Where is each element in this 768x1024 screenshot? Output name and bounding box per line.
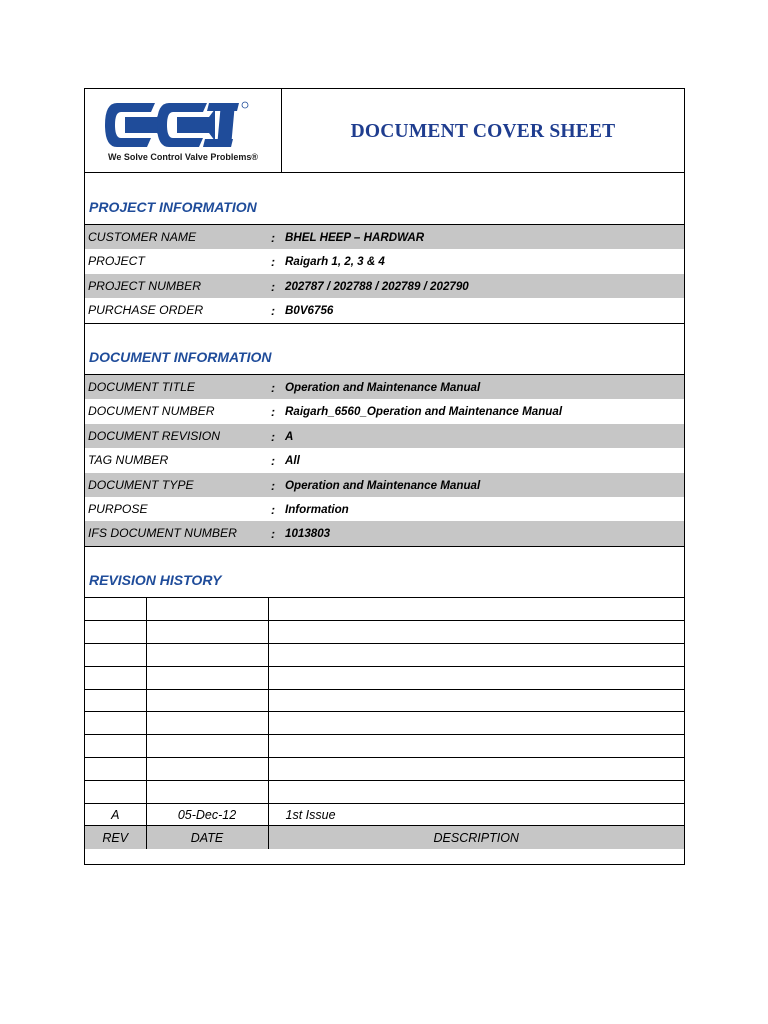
- rev-cell: [85, 644, 146, 667]
- description-cell: [268, 689, 684, 712]
- section-title-document: DOCUMENT INFORMATION: [89, 349, 272, 365]
- document-cover-sheet: [84, 88, 685, 865]
- date-cell: [146, 735, 268, 758]
- date-cell: [146, 598, 268, 621]
- info-colon: :: [271, 502, 276, 517]
- section-title-revision: REVISION HISTORY: [89, 572, 222, 588]
- info-value: 202787 / 202788 / 202789 / 202790: [285, 279, 469, 293]
- info-value: All: [285, 454, 300, 468]
- logo-cell: [85, 89, 282, 172]
- info-colon: :: [271, 429, 276, 444]
- info-colon: :: [271, 231, 276, 245]
- rev-cell: [85, 689, 146, 712]
- info-colon: :: [271, 304, 276, 319]
- table-row: [85, 758, 684, 781]
- project-information-heading-row: [85, 173, 684, 225]
- table-row: [85, 621, 684, 644]
- info-row-project: [85, 249, 684, 273]
- project-information-table: [85, 225, 684, 324]
- rev-cell: [85, 598, 146, 621]
- description-cell: 1st Issue: [268, 803, 684, 826]
- description-cell: [268, 598, 684, 621]
- info-row-customer-name: [85, 225, 684, 249]
- info-label: DOCUMENT NUMBER: [88, 404, 215, 419]
- info-colon: :: [271, 478, 276, 493]
- rev-cell: [85, 780, 146, 803]
- info-label: CUSTOMER NAME: [88, 230, 197, 244]
- description-cell: [268, 780, 684, 803]
- info-colon: :: [271, 255, 276, 270]
- revision-history-table: [85, 598, 684, 849]
- table-row: [85, 735, 684, 758]
- info-row-purchase-order: [85, 298, 684, 322]
- table-row: [85, 689, 684, 712]
- page-title: DOCUMENT COVER SHEET: [350, 120, 616, 142]
- info-colon: :: [271, 279, 276, 294]
- info-colon: :: [271, 405, 276, 420]
- date-cell: [146, 780, 268, 803]
- info-label: PROJECT NUMBER: [88, 278, 202, 293]
- info-row-tag-number: [85, 448, 684, 472]
- table-row: [85, 780, 684, 803]
- date-cell: [146, 621, 268, 644]
- revision-history-heading-row: [85, 546, 684, 598]
- date-cell: [146, 712, 268, 735]
- date-cell: 05-Dec-12: [146, 803, 268, 826]
- document-information-table: [85, 375, 684, 547]
- info-label: DOCUMENT REVISION: [88, 428, 221, 443]
- description-cell: [268, 644, 684, 667]
- table-row: [85, 803, 684, 826]
- date-cell: [146, 689, 268, 712]
- info-row-document-type: [85, 473, 684, 497]
- section-title-project: PROJECT INFORMATION: [89, 199, 257, 215]
- rev-cell: [85, 666, 146, 689]
- info-row-ifs-document-number: [85, 521, 684, 545]
- info-colon: :: [271, 454, 276, 469]
- rev-cell: [85, 712, 146, 735]
- info-label: PURPOSE: [88, 501, 148, 516]
- cci-logo: [103, 99, 263, 151]
- info-label: PURCHASE ORDER: [88, 303, 204, 318]
- date-cell: [146, 666, 268, 689]
- document-information-heading-row: [85, 323, 684, 375]
- info-colon: :: [271, 527, 276, 542]
- date-cell: [146, 644, 268, 667]
- info-value: B0V6756: [285, 304, 334, 318]
- description-cell: [268, 758, 684, 781]
- description-cell: [268, 712, 684, 735]
- rev-cell: [85, 621, 146, 644]
- column-header-date: DATE: [146, 826, 268, 849]
- description-cell: [268, 666, 684, 689]
- table-header-row: [85, 826, 684, 849]
- info-row-purpose: [85, 497, 684, 521]
- rev-cell: [85, 735, 146, 758]
- table-row: [85, 644, 684, 667]
- info-value: 1013803: [285, 527, 331, 541]
- info-row-document-number: [85, 399, 684, 423]
- info-label: DOCUMENT TYPE: [88, 477, 194, 492]
- table-row: [85, 666, 684, 689]
- info-label: TAG NUMBER: [88, 453, 169, 468]
- column-header-rev: REV: [85, 826, 146, 849]
- info-row-project-number: [85, 274, 684, 298]
- description-cell: [268, 735, 684, 758]
- info-value: Information: [285, 502, 349, 516]
- title-cell: [282, 89, 684, 172]
- info-value: Operation and Maintenance Manual: [285, 478, 481, 492]
- column-header-description: DESCRIPTION: [268, 826, 684, 849]
- table-row: [85, 598, 684, 621]
- info-colon: :: [271, 381, 276, 395]
- info-value: BHEL HEEP – HARDWAR: [285, 231, 425, 244]
- table-row: [85, 712, 684, 735]
- header: [85, 89, 684, 173]
- info-label: IFS DOCUMENT NUMBER: [88, 526, 237, 541]
- info-value: A: [285, 429, 294, 443]
- date-cell: [146, 758, 268, 781]
- rev-cell: [85, 758, 146, 781]
- info-value: Operation and Maintenance Manual: [285, 381, 481, 394]
- info-row-document-revision: [85, 424, 684, 448]
- rev-cell: A: [85, 803, 146, 826]
- logo-tagline: We Solve Control Valve Problems®: [107, 152, 258, 162]
- description-cell: [268, 621, 684, 644]
- info-value: Raigarh 1, 2, 3 & 4: [285, 255, 385, 269]
- info-value: Raigarh_6560_Operation and Maintenance Manual: [285, 405, 563, 419]
- info-label: DOCUMENT TITLE: [88, 380, 195, 394]
- info-row-document-title: [85, 375, 684, 399]
- info-label: PROJECT: [88, 254, 145, 269]
